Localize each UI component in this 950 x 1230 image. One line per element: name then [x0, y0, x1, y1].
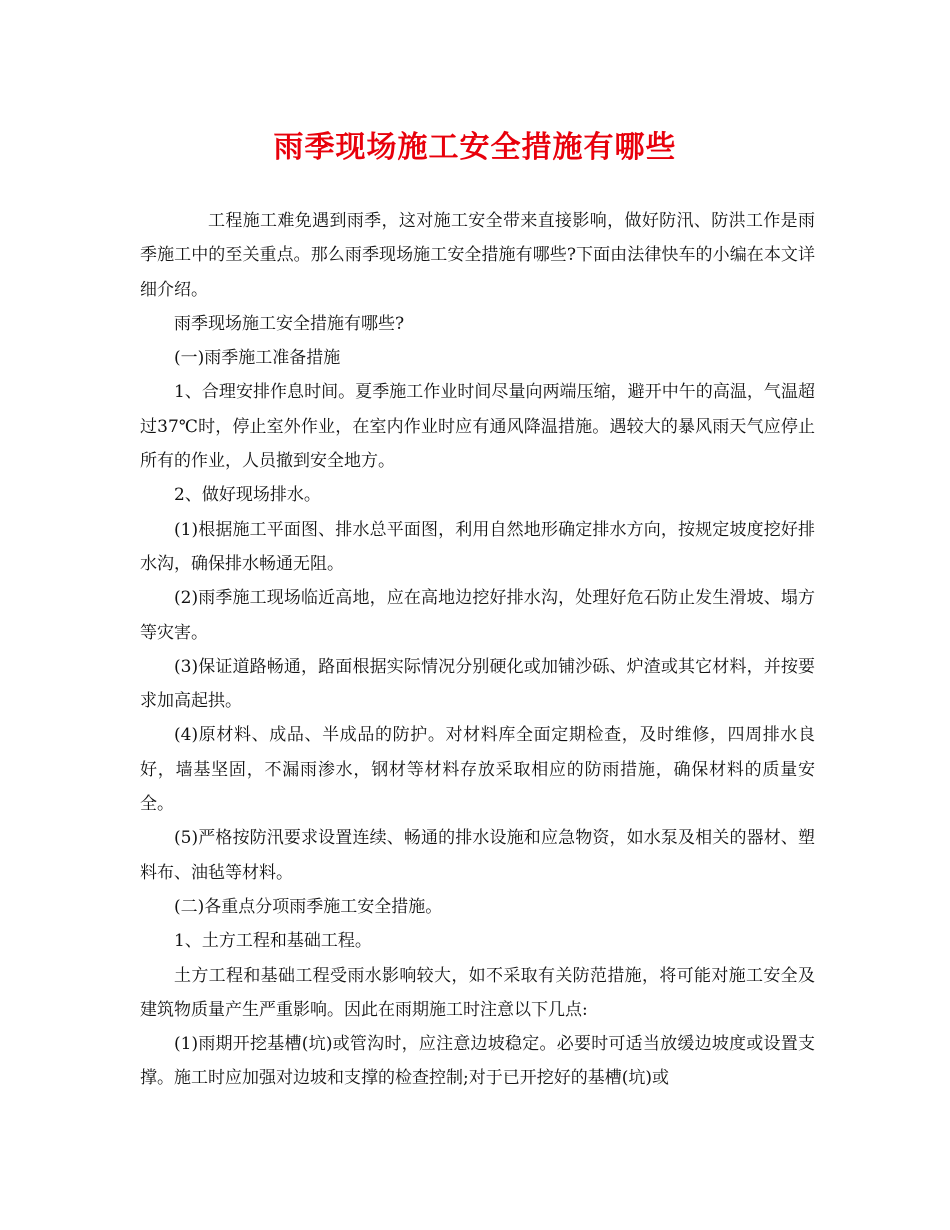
- paragraph: (2)雨季施工现场临近高地，应在高地边挖好排水沟，处理好危石防止发生滑坡、塌方等灾害。: [140, 588, 815, 643]
- paragraph: (1)根据施工平面图、排水总平面图，利用自然地形确定排水方向，按规定坡度挖好排水沟，确保排水畅通无阻。: [140, 519, 815, 574]
- paragraph-intro: 工程施工难免遇到雨季，这对施工安全带来直接影响，做好防汛、防洪工作是雨季施工中的至关重点。那么雨季现场施工安全措施有哪些?下面由法律快车的小编在本文详细介绍。: [140, 211, 815, 300]
- paragraph: (5)严格按防汛要求设置连续、畅通的排水设施和应急物资，如水泵及相关的器材、塑料布、油毡等材料。: [140, 828, 815, 883]
- document-title: 雨季现场施工安全措施有哪些: [273, 130, 677, 165]
- paragraph: 1、合理安排作息时间。夏季施工作业时间尽量向两端压缩，避开中午的高温，气温超过37℃时，停止室外作业，在室内作业时应有通风降温措施。遇较大的暴风雨天气应停止所有的作业，人员撤到安全地方。: [140, 382, 815, 472]
- paragraph: 2、做好现场排水。: [174, 485, 321, 506]
- paragraph: (1)雨期开挖基槽(坑)或管沟时，应注意边坡稳定。必要时可适当放缓边坡度或设置支撑。施工时应加强对边坡和支撑的检查控制;对于已开挖好的基槽(坑)或: [140, 1034, 815, 1089]
- paragraph: 土方工程和基础工程受雨水影响较大，如不采取有关防范措施，将可能对施工安全及建筑物质量产生严重影响。因此在雨期施工时注意以下几点:: [140, 965, 815, 1020]
- section-heading-1: (一)雨季施工准备措施: [174, 348, 341, 369]
- paragraph: 1、土方工程和基础工程。: [174, 931, 372, 952]
- section-heading-2: (二)各重点分项雨季施工安全措施。: [174, 896, 443, 917]
- document-body: [140, 204, 815, 1096]
- paragraph: (3)保证道路畅通，路面根据实际情况分别硬化或加铺沙砾、炉渣或其它材料，并按要求加高起拱。: [140, 656, 815, 712]
- paragraph: (4)原材料、成品、半成品的防护。对材料库全面定期检查，及时维修，四周排水良好，墙基坚固，不漏雨渗水，钢材等材料存放采取相应的防雨措施，确保材料的质量安全。: [140, 725, 815, 815]
- paragraph-question: 雨季现场施工安全措施有哪些?: [174, 313, 405, 334]
